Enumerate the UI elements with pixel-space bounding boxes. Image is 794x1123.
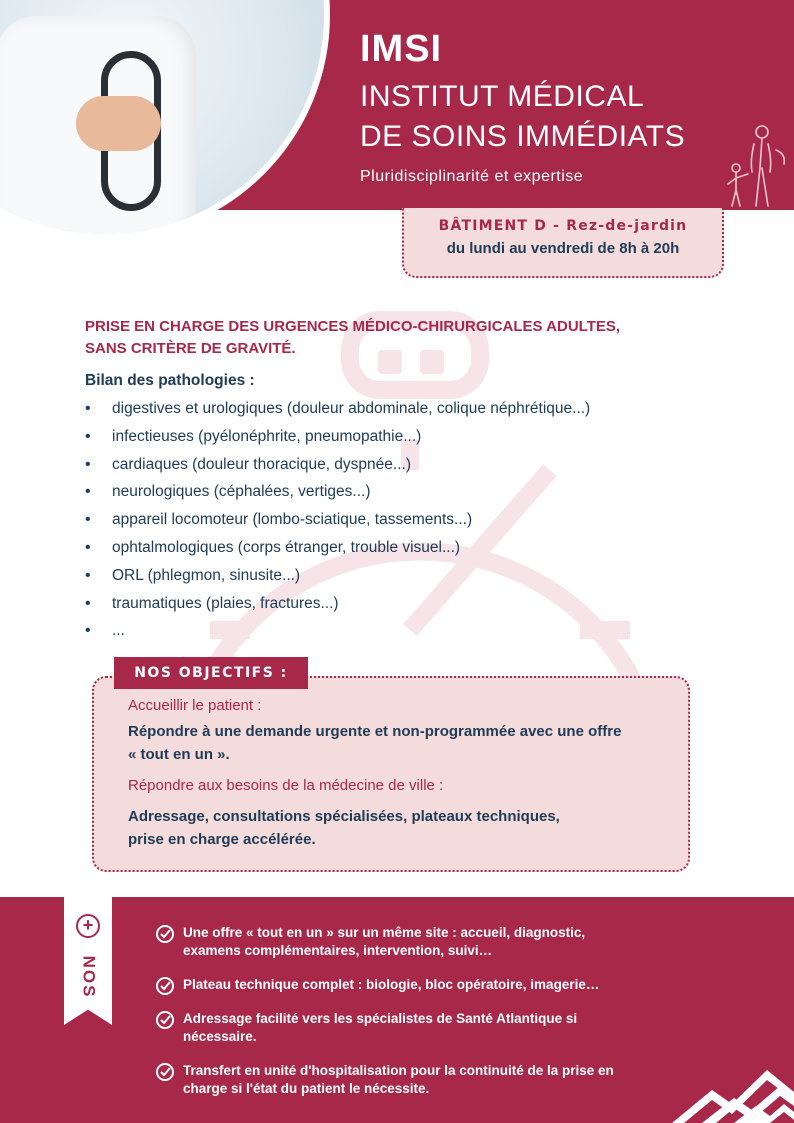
headline-line2: SANS CRITÈRE DE GRAVITÉ. — [85, 340, 296, 357]
service-headline — [85, 316, 725, 360]
check-circle-icon — [155, 976, 175, 996]
advantage-line: examens complémentaires, intervention, suivi… — [183, 943, 493, 958]
check-circle-icon — [155, 1062, 175, 1082]
objective-subtitle-2: Répondre aux besoins de la médecine de ville : — [128, 777, 444, 794]
advantage-text — [183, 976, 683, 994]
pathologies-heading: Bilan des pathologies : — [85, 372, 255, 389]
objective-body-2 — [128, 805, 560, 851]
objective-body-2-line1: Adressage, consultations spécialisées, plateaux techniques, — [128, 808, 560, 825]
opening-times: du lundi au vendredi de 8h à 20h — [446, 240, 680, 257]
check-circle-icon — [155, 924, 175, 944]
advantage-text — [183, 1010, 683, 1046]
list-item: • cardiaques (douleur thoracique, dyspnée...) — [85, 453, 725, 481]
objective-body-1-line1: Répondre à une demande urgente et non-programmée avec une offre — [128, 723, 622, 740]
advantage-text — [183, 924, 683, 960]
advantage-line: Transfert en unité d'hospitalisation pour la continuité de la prise en — [183, 1063, 614, 1078]
pathologies-list — [85, 397, 725, 647]
institute-name-line1: INSTITUT MÉDICAL — [360, 80, 645, 113]
objective-body-1 — [128, 720, 621, 766]
list-item: • digestives et urologiques (douleur abdominale, colique néphrétique...) — [85, 397, 725, 425]
objective-body-1-line2: « tout en un ». — [128, 746, 230, 763]
list-item: • appareil locomoteur (lombo-sciatique, tassements...) — [85, 508, 725, 536]
objective-subtitle-1: Accueillir le patient : — [128, 697, 262, 714]
tagline: Pluridisciplinarité et expertise — [360, 168, 584, 185]
check-circle-icon — [155, 1010, 175, 1030]
list-item: • ... — [85, 619, 725, 647]
ribbon-label-text: NOS — [79, 955, 98, 999]
institute-name-line2: DE SOINS IMMÉDIATS — [360, 120, 686, 153]
objectives-title: NOS OBJECTIFS : — [114, 657, 308, 689]
objective-body-2-line2: prise en charge accélérée. — [128, 831, 316, 848]
doctor-hand-shape — [76, 96, 161, 151]
plus-circle-icon: + — [76, 914, 100, 938]
advantage-line: Plateau technique complet : biologie, bloc opératoire, imagerie… — [183, 977, 600, 992]
list-item: • neurologiques (céphalées, vertiges...) — [85, 480, 725, 508]
advantage-line: charge si l'état du patient le nécessite. — [183, 1081, 430, 1096]
headline-line1: PRISE EN CHARGE DES URGENCES MÉDICO-CHIRURGICALES ADULTES, — [85, 318, 621, 335]
list-item: • ORL (phlegmon, sinusite...) — [85, 564, 725, 592]
list-item: • infectieuses (pyélonéphrite, pneumopathie...) — [85, 425, 725, 453]
advantage-line: Une offre « tout en un » sur un même site : accueil, diagnostic, — [183, 925, 586, 940]
advantage-line: Adressage facilité vers les spécialistes de Santé Atlantique si — [183, 1011, 578, 1026]
list-item: • ophtalmologiques (corps étranger, trouble visuel...) — [85, 536, 725, 564]
list-item: • traumatiques (plaies, fractures...) — [85, 592, 725, 620]
acronym-title: IMSI — [360, 28, 443, 70]
building-location: BÂTIMENT D - Rez-de-jardin — [438, 218, 688, 234]
wave-logo-icon — [672, 1040, 794, 1123]
family-line-art-icon — [720, 120, 790, 210]
ribbon-label — [64, 942, 112, 1012]
opening-hours-box — [402, 208, 724, 278]
advantage-text — [183, 1062, 683, 1098]
advantage-line: nécessaire. — [183, 1029, 257, 1044]
